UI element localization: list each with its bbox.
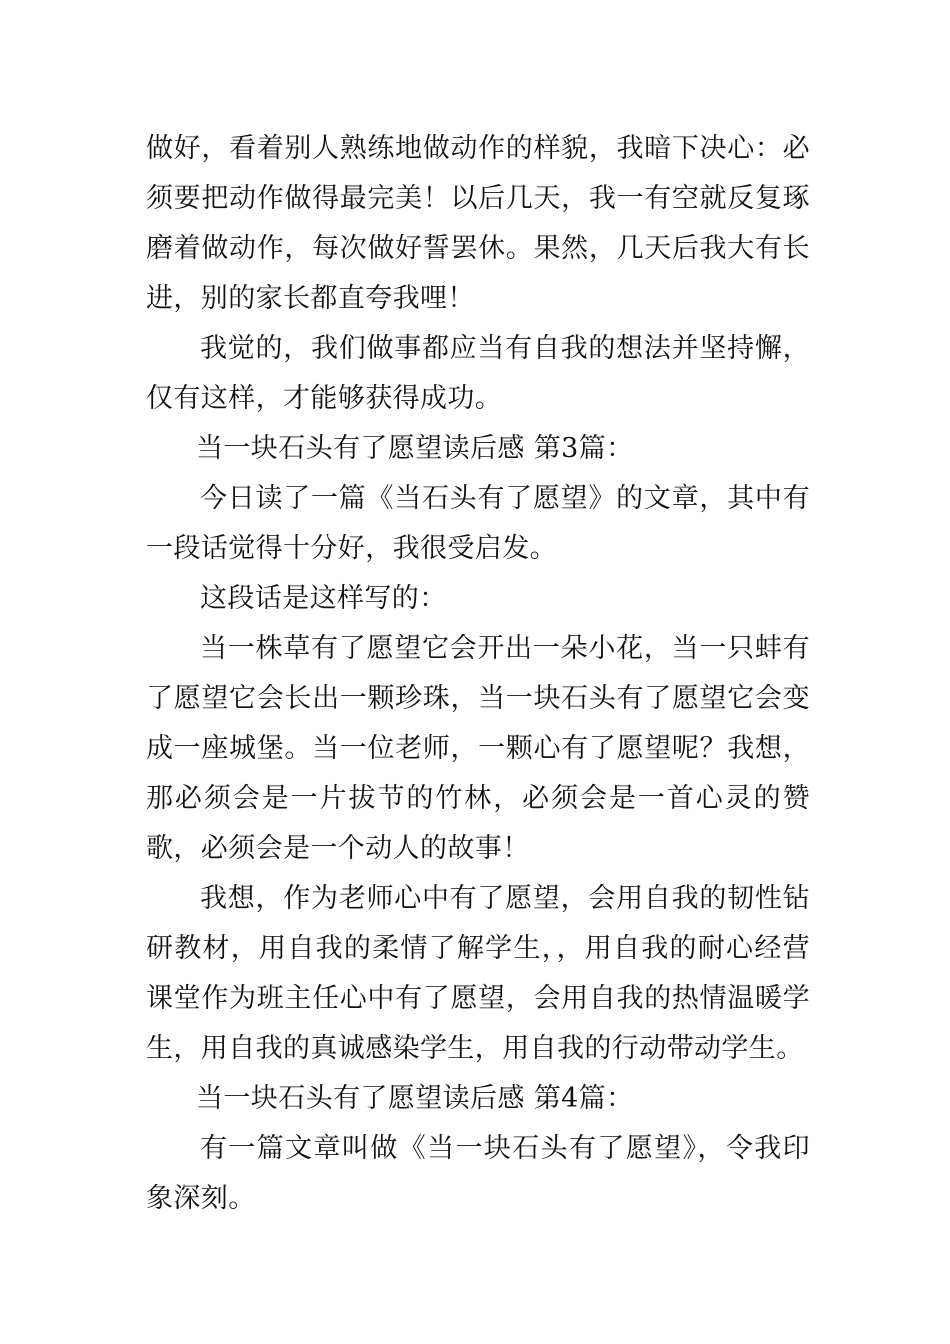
paragraph-conclusion: 我觉的，我们做事都应当有自我的想法并坚持懈，仅有这样，才能够获得成功。 — [146, 333, 810, 414]
paragraph-intro-4: 有一篇文章叫做《当一块石头有了愿望》，令我印象深刻。 — [146, 1133, 810, 1214]
paragraph-continuation: 做好，看着别人熟练地做动作的样貌，我暗下决心：必须要把动作做得最完美！以后几天，我一有空就反复琢磨着做动作，每次做好誓罢休。果然，几天后我大有长进，别的家长都直夸我哩！ — [146, 133, 810, 314]
paragraph-reflection: 我想，作为老师心中有了愿望，会用自我的韧性钻研教材，用自我的柔情了解学生，，用自我的耐心经营课堂作为班主任心中有了愿望，会用自我的热情温暖学生，用自我的真诚感染学生，用自我的行动带动学生。 — [146, 883, 810, 1064]
paragraph-quote-lead: 这段话是这样写的： — [200, 583, 447, 614]
paragraph-quote: 当一株草有了愿望它会开出一朵小花，当一只蚌有了愿望它会长出一颗珍珠，当一块石头有了愿望它会变成一座城堡。当一位老师，一颗心有了愿望呢？我想，那必须会是一片拔节的竹林，必须会是一首心灵的赞歌，必须会是一个动人的故事！ — [146, 633, 810, 864]
document-body — [146, 124, 810, 1224]
section-heading-4: 当一块石头有了愿望读后感 第4篇： — [196, 1083, 634, 1114]
paragraph-intro-3: 今日读了一篇《当石头有了愿望》的文章，其中有一段话觉得十分好，我很受启发。 — [146, 483, 810, 564]
section-heading-3: 当一块石头有了愿望读后感 第3篇： — [196, 433, 634, 464]
